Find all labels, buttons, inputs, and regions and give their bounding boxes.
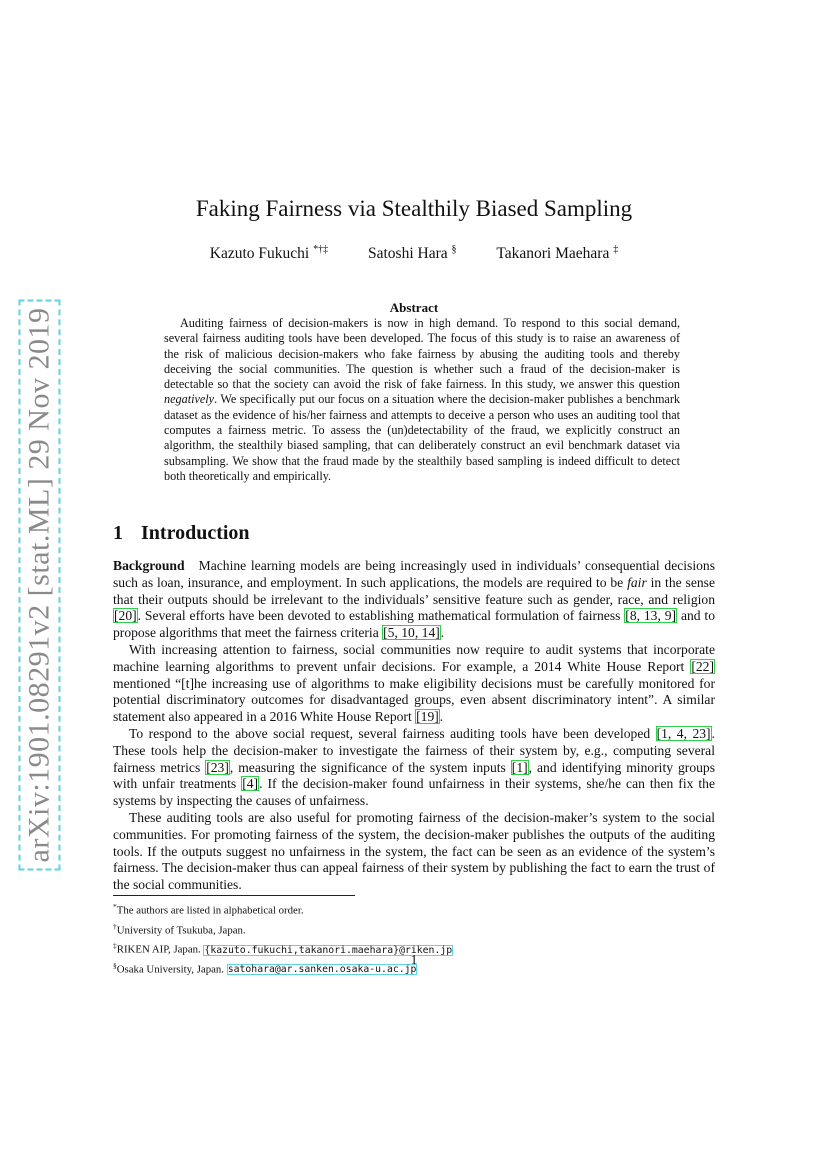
author-name: Satoshi Hara	[367, 245, 448, 263]
author-name: Takanori Maehara	[496, 245, 610, 263]
paper-title: Faking Fairness via Stealthily Biased Sampling	[195, 196, 633, 221]
body-text	[113, 558, 715, 894]
footnote-mark: §	[113, 960, 117, 970]
paragraph-lead: Background	[113, 558, 185, 573]
author-affiliation-marks: §	[451, 244, 457, 255]
author	[210, 244, 328, 263]
arxiv-stamp[interactable]	[2, 307, 76, 863]
footnote-mark: ‡	[113, 941, 117, 951]
citation-link[interactable]: [4]	[242, 776, 259, 792]
email-link[interactable]: satohara@ar.sanken.osaka-u.ac.jp	[227, 964, 417, 976]
citation-link[interactable]: [8, 13, 9]	[625, 608, 677, 624]
citation-link[interactable]: [1]	[511, 759, 528, 775]
citation-link[interactable]: [22]	[691, 658, 714, 674]
email-link[interactable]: {kazuto.fukuchi,takanori.maehara}@riken.jp	[204, 944, 453, 956]
author-name: Kazuto Fukuchi	[209, 245, 310, 263]
paragraph: With increasing attention to fairness, social communities now require to audit systems that incorporate machine learning algorithms to prevent unfair decisions. For example, a 2014 White House Report [22] mentioned “[t]he increasing use of algorithms to make eligibility decisions must be carefully monitored for potential discriminatory outcomes for disadvantaged groups, even absent discriminatory intent”. A similar statement also appeared in a 2016 White House Report [19].	[113, 641, 715, 725]
paragraph: Background Machine learning models are being increasingly used in individuals’ consequential decisions such as loan, insurance, and employment. In such applications, the models are required to be fair in the sense that their outputs should be irrelevant to the individuals’ sensitive feature such as gender, race, and religion [20]. Several efforts have been devoted to establishing mathematical formulation of fairness [8, 13, 9] and to propose algorithms that meet the fairness criteria [5, 10, 14].	[113, 558, 716, 641]
citation-link[interactable]: [19]	[416, 709, 439, 725]
arxiv-id: arXiv:1901.08291v2 [stat.ML] 29 Nov 2019	[18, 300, 60, 871]
footnote-mark: †	[113, 921, 117, 931]
section-title: Introduction	[141, 522, 250, 544]
footnote: ‡RIKEN AIP, Japan. {kazuto.fukuchi,takanori.maehara}@riken.jp	[113, 941, 453, 956]
citation-link[interactable]: [1, 4, 23]	[656, 725, 711, 741]
author-affiliation-marks: *†‡	[313, 244, 329, 255]
citation-link[interactable]: [23]	[206, 759, 229, 775]
author	[368, 244, 457, 263]
footnote: †University of Tsukuba, Japan.	[113, 921, 246, 937]
citation-link[interactable]: [20]	[114, 608, 137, 624]
emphasis: negatively	[164, 392, 215, 407]
footnote: §Osaka University, Japan. satohara@ar.sanken.osaka-u.ac.jp	[113, 960, 417, 976]
section-heading	[113, 522, 250, 545]
footnote-mark: *	[113, 902, 117, 911]
author-affiliation-marks: ‡	[613, 244, 619, 255]
author-list	[0, 244, 828, 263]
citation-link[interactable]: [5, 10, 14]	[383, 625, 440, 641]
footnote-rule	[113, 895, 355, 896]
abstract-text: Auditing fairness of decision-makers is now in high demand. To respond to this social demand, several fairness auditing tools have been developed. The focus of this study is to raise an awareness of the risk of malicious decision-makers who fake fairness by abusing the auditing tools and thereby deceiving the social communities. The question is whether such a fraud of the decision-maker is detectable so that the society can avoid the risk of fake fairness. In this study, we answer this question negatively. We specifically put our focus on a situation where the decision-maker publishes a benchmark dataset as the evidence of his/her fairness and attempts to deceive a person who uses an auditing tool that computes a fairness metric. To assess the (un)detectability of the fraud, we explicitly construct an algorithm, the stealthily biased sampling, that can deliberately construct an evil benchmark dataset via subsampling. We show that the fraud made by the stealthily based sampling is indeed difficult to detect both theoretically and empirically.	[164, 316, 680, 483]
page-number: 1	[410, 952, 418, 967]
author	[496, 244, 618, 263]
emphasis: fair	[627, 574, 647, 590]
footnote: *The authors are listed in alphabetical order.	[113, 902, 304, 917]
section-number: 1	[113, 522, 123, 544]
paragraph: These auditing tools are also useful for promoting fairness of the decision-maker’s system to the social communities. For promoting fairness of the system, the decision-maker publishes the outputs of the auditing tools. If the outputs suggest no unfairness in the system, the fact can be seen as an evidence of the system’s fairness. The decision-maker thus can appeal fairness of their system by publishing the fact to earn the trust of the social communities.	[113, 809, 715, 893]
paragraph: To respond to the above social request, several fairness auditing tools have been developed [1, 4, 23]. These tools help the decision-maker to investigate the fairness of their system by, e.g., computing several fairness metrics [23], measuring the significance of the system inputs [1], and identifying minority groups with unfair treatments [4]. If the decision-maker found unfairness in their systems, she/he can then fix the systems by inspecting the causes of unfairness.	[113, 725, 715, 809]
abstract-heading: Abstract	[389, 300, 439, 315]
